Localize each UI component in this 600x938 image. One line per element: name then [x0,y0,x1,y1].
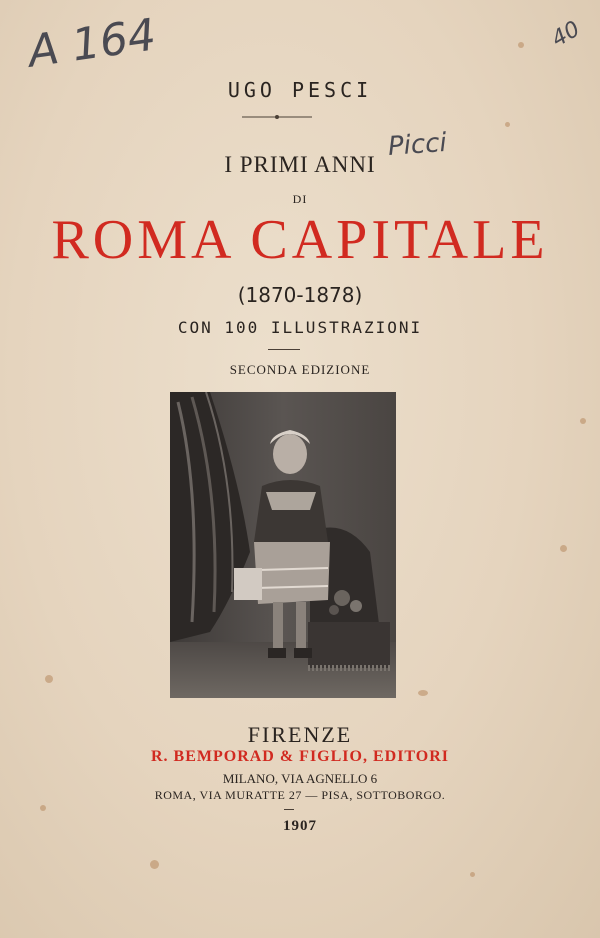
foxing-spot [505,122,510,127]
author-name: UGO PESCI [227,78,373,102]
handwritten-name: Picci [387,127,448,163]
main-title: ROMA CAPITALE [51,209,549,271]
handwritten-corner-number: 40 [547,16,585,53]
short-rule [284,809,294,810]
title-line-1: I PRIMI ANNI [224,152,376,177]
divider-rule [268,349,300,350]
foxing-spot [150,860,159,869]
title-years: (1870-1878) [237,283,363,307]
publication-year: 1907 [283,818,317,834]
publisher-name: R. BEMPORAD & FIGLIO, EDITORI [150,748,450,765]
title-line-2: DI [292,192,308,206]
publisher-address-1: MILANO, VIA AGNELLO 6 [222,771,378,786]
publisher-address-2: ROMA, VIA MURATTE 27 — PISA, SOTTOBORGO. [154,788,446,802]
handwritten-shelfmark: A 164 [25,9,160,78]
foxing-spot [470,872,475,877]
foxing-spot [518,42,524,48]
foxing-spot [560,545,567,552]
foxing-spot [418,690,428,696]
ornament-rule [242,114,312,120]
frontispiece-photo [170,392,396,698]
subtitle: CON 100 ILLUSTRAZIONI [177,318,423,337]
foxing-spot [45,675,53,683]
foxing-spot [580,418,586,424]
foxing-spot [40,805,46,811]
publisher-city: FIRENZE [247,722,353,747]
edition-label: SECONDA EDIZIONE [229,362,371,377]
